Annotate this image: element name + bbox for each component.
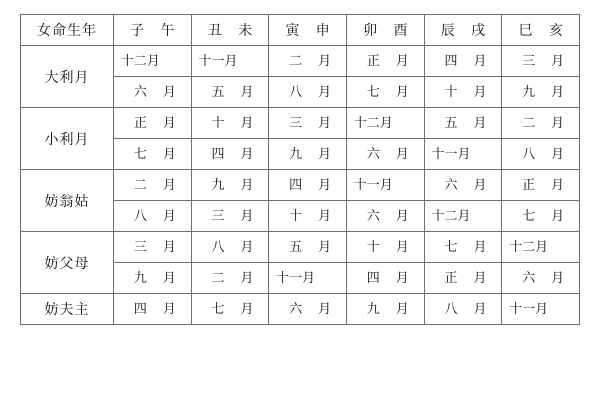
branch-left: 寅 bbox=[285, 23, 300, 39]
row-label-dalìyue: 大利月 bbox=[21, 46, 114, 108]
cell-fangfumu-zi-wu bbox=[114, 232, 192, 294]
month-unit: 月 bbox=[162, 84, 176, 100]
month-unit: 月 bbox=[240, 84, 254, 100]
month-value: 五 bbox=[289, 239, 303, 255]
month-value: 十 bbox=[211, 115, 225, 131]
month-unit: 月 bbox=[395, 239, 409, 255]
corner-header-birth-year: 女命生年 bbox=[21, 15, 114, 46]
month-unit: 月 bbox=[395, 208, 409, 224]
branch-left: 子 bbox=[130, 23, 145, 39]
cell-fangfuzhu-chou-wei bbox=[191, 294, 269, 325]
month-value: 三 bbox=[211, 208, 225, 224]
month-unit: 月 bbox=[162, 301, 176, 317]
month-unit: 月 bbox=[395, 301, 409, 317]
month-unit: 月 bbox=[395, 146, 409, 162]
branch-left: 辰 bbox=[440, 23, 455, 39]
month-value: 十一月 bbox=[431, 146, 471, 162]
month-value: 十二月 bbox=[353, 115, 393, 131]
month-value: 七 bbox=[366, 84, 380, 100]
month-unit: 月 bbox=[473, 270, 487, 286]
month-unit: 月 bbox=[395, 270, 409, 286]
month-unit: 月 bbox=[318, 301, 332, 317]
row-label-fangwenggu: 妨翁姑 bbox=[21, 170, 114, 232]
month-unit: 月 bbox=[240, 146, 254, 162]
month-unit: 月 bbox=[551, 146, 565, 162]
table-row bbox=[21, 294, 580, 325]
month-value: 六 bbox=[522, 270, 536, 286]
month-value: 十一月 bbox=[276, 270, 316, 286]
month-value: 二 bbox=[211, 270, 225, 286]
month-unit: 月 bbox=[318, 84, 332, 100]
branch-header-chou-wei bbox=[191, 15, 269, 46]
month-unit: 月 bbox=[318, 177, 332, 193]
branch-right: 戌 bbox=[471, 23, 486, 39]
month-unit: 月 bbox=[551, 208, 565, 224]
month-value: 六 bbox=[366, 208, 380, 224]
month-unit: 月 bbox=[318, 115, 332, 131]
branch-header-si-hai bbox=[502, 15, 580, 46]
month-unit: 月 bbox=[473, 84, 487, 100]
cell-fangfuzhu-zi-wu bbox=[114, 294, 192, 325]
table-row bbox=[21, 170, 580, 232]
month-unit: 月 bbox=[473, 239, 487, 255]
month-unit: 月 bbox=[551, 177, 565, 193]
month-value: 四 bbox=[289, 177, 303, 193]
month-unit: 月 bbox=[551, 115, 565, 131]
month-value: 四 bbox=[444, 53, 458, 69]
marriage-month-table bbox=[20, 14, 580, 325]
row-label-xiaoliyue: 小利月 bbox=[21, 108, 114, 170]
month-value: 八 bbox=[133, 208, 147, 224]
month-value: 二 bbox=[133, 177, 147, 193]
month-value: 十一月 bbox=[509, 301, 549, 317]
row-label-fangfuzhu: 妨夫主 bbox=[21, 294, 114, 325]
cell-xiaoliyue-mao-you bbox=[346, 108, 424, 170]
month-unit: 月 bbox=[473, 115, 487, 131]
month-value: 十二月 bbox=[120, 53, 160, 69]
cell-fangwenggu-chen-xu bbox=[424, 170, 502, 232]
cell-xiaoliyue-chen-xu bbox=[424, 108, 502, 170]
month-value: 九 bbox=[133, 270, 147, 286]
month-unit: 月 bbox=[473, 53, 487, 69]
cell-fangfumu-yin-shen bbox=[269, 232, 347, 294]
month-unit: 月 bbox=[240, 270, 254, 286]
branch-header-mao-you bbox=[346, 15, 424, 46]
cell-dalìyue-zi-wu bbox=[114, 46, 192, 108]
cell-fangwenggu-chou-wei bbox=[191, 170, 269, 232]
month-value: 十二月 bbox=[431, 208, 471, 224]
month-unit: 月 bbox=[162, 270, 176, 286]
month-unit: 月 bbox=[395, 53, 409, 69]
month-value: 六 bbox=[133, 84, 147, 100]
cell-fangfumu-si-hai bbox=[502, 232, 580, 294]
branch-right: 酉 bbox=[393, 23, 408, 39]
month-value: 十二月 bbox=[509, 239, 549, 255]
cell-fangwenggu-mao-you bbox=[346, 170, 424, 232]
cell-dalìyue-yin-shen bbox=[269, 46, 347, 108]
month-value: 十一月 bbox=[353, 177, 393, 193]
month-value: 六 bbox=[289, 301, 303, 317]
month-value: 七 bbox=[211, 301, 225, 317]
cell-dalìyue-si-hai bbox=[502, 46, 580, 108]
month-value: 十 bbox=[366, 239, 380, 255]
month-value: 七 bbox=[133, 146, 147, 162]
month-unit: 月 bbox=[240, 177, 254, 193]
cell-fangwenggu-zi-wu bbox=[114, 170, 192, 232]
month-unit: 月 bbox=[240, 301, 254, 317]
month-value: 八 bbox=[211, 239, 225, 255]
branch-header-chen-xu bbox=[424, 15, 502, 46]
month-value: 八 bbox=[289, 84, 303, 100]
cell-fangfumu-mao-you bbox=[346, 232, 424, 294]
row-label-fangfumu: 妨父母 bbox=[21, 232, 114, 294]
month-unit: 月 bbox=[162, 177, 176, 193]
month-unit: 月 bbox=[240, 115, 254, 131]
month-unit: 月 bbox=[318, 208, 332, 224]
cell-xiaoliyue-chou-wei bbox=[191, 108, 269, 170]
month-unit: 月 bbox=[240, 208, 254, 224]
cell-fangfuzhu-yin-shen bbox=[269, 294, 347, 325]
month-unit: 月 bbox=[473, 177, 487, 193]
branch-left: 丑 bbox=[207, 23, 222, 39]
cell-xiaoliyue-yin-shen bbox=[269, 108, 347, 170]
month-value: 二 bbox=[289, 53, 303, 69]
document-page bbox=[0, 14, 600, 400]
cell-fangfumu-chen-xu bbox=[424, 232, 502, 294]
month-value: 正 bbox=[133, 115, 147, 131]
month-unit: 月 bbox=[473, 301, 487, 317]
table-row bbox=[21, 232, 580, 294]
month-value: 八 bbox=[522, 146, 536, 162]
branch-header-zi-wu bbox=[114, 15, 192, 46]
month-value: 五 bbox=[211, 84, 225, 100]
month-unit: 月 bbox=[551, 270, 565, 286]
month-value: 十一月 bbox=[198, 53, 238, 69]
month-value: 十 bbox=[289, 208, 303, 224]
month-value: 正 bbox=[444, 270, 458, 286]
month-value: 九 bbox=[211, 177, 225, 193]
month-value: 正 bbox=[522, 177, 536, 193]
month-value: 七 bbox=[444, 239, 458, 255]
table-row bbox=[21, 46, 580, 108]
month-value: 三 bbox=[133, 239, 147, 255]
month-unit: 月 bbox=[318, 53, 332, 69]
month-value: 九 bbox=[366, 301, 380, 317]
table-header-row bbox=[21, 15, 580, 46]
branch-right: 亥 bbox=[548, 23, 563, 39]
branch-left: 卯 bbox=[363, 23, 378, 39]
cell-dalìyue-chou-wei bbox=[191, 46, 269, 108]
month-value: 三 bbox=[289, 115, 303, 131]
month-value: 四 bbox=[133, 301, 147, 317]
month-unit: 月 bbox=[318, 239, 332, 255]
table-row bbox=[21, 108, 580, 170]
month-unit: 月 bbox=[162, 239, 176, 255]
month-value: 五 bbox=[444, 115, 458, 131]
month-value: 四 bbox=[211, 146, 225, 162]
table-body bbox=[21, 46, 580, 325]
cell-fangfuzhu-mao-you bbox=[346, 294, 424, 325]
month-value: 二 bbox=[522, 115, 536, 131]
cell-fangfuzhu-si-hai bbox=[502, 294, 580, 325]
month-value: 六 bbox=[366, 146, 380, 162]
cell-fangwenggu-si-hai bbox=[502, 170, 580, 232]
cell-dalìyue-chen-xu bbox=[424, 46, 502, 108]
month-unit: 月 bbox=[162, 208, 176, 224]
month-unit: 月 bbox=[551, 84, 565, 100]
branch-left: 巳 bbox=[518, 23, 533, 39]
month-value: 七 bbox=[522, 208, 536, 224]
cell-fangfuzhu-chen-xu bbox=[424, 294, 502, 325]
month-unit: 月 bbox=[162, 115, 176, 131]
month-value: 十 bbox=[444, 84, 458, 100]
branch-header-yin-shen bbox=[269, 15, 347, 46]
month-value: 六 bbox=[444, 177, 458, 193]
branch-right: 午 bbox=[160, 23, 175, 39]
cell-xiaoliyue-zi-wu bbox=[114, 108, 192, 170]
month-unit: 月 bbox=[551, 53, 565, 69]
month-unit: 月 bbox=[318, 146, 332, 162]
month-unit: 月 bbox=[240, 239, 254, 255]
branch-right: 未 bbox=[238, 23, 253, 39]
month-value: 九 bbox=[289, 146, 303, 162]
month-value: 三 bbox=[522, 53, 536, 69]
month-value: 四 bbox=[366, 270, 380, 286]
cell-dalìyue-mao-you bbox=[346, 46, 424, 108]
branch-right: 申 bbox=[315, 23, 330, 39]
month-unit: 月 bbox=[395, 84, 409, 100]
cell-fangwenggu-yin-shen bbox=[269, 170, 347, 232]
month-value: 八 bbox=[444, 301, 458, 317]
month-unit: 月 bbox=[162, 146, 176, 162]
month-value: 九 bbox=[522, 84, 536, 100]
cell-xiaoliyue-si-hai bbox=[502, 108, 580, 170]
month-value: 正 bbox=[366, 53, 380, 69]
table-header bbox=[21, 15, 580, 46]
cell-fangfumu-chou-wei bbox=[191, 232, 269, 294]
